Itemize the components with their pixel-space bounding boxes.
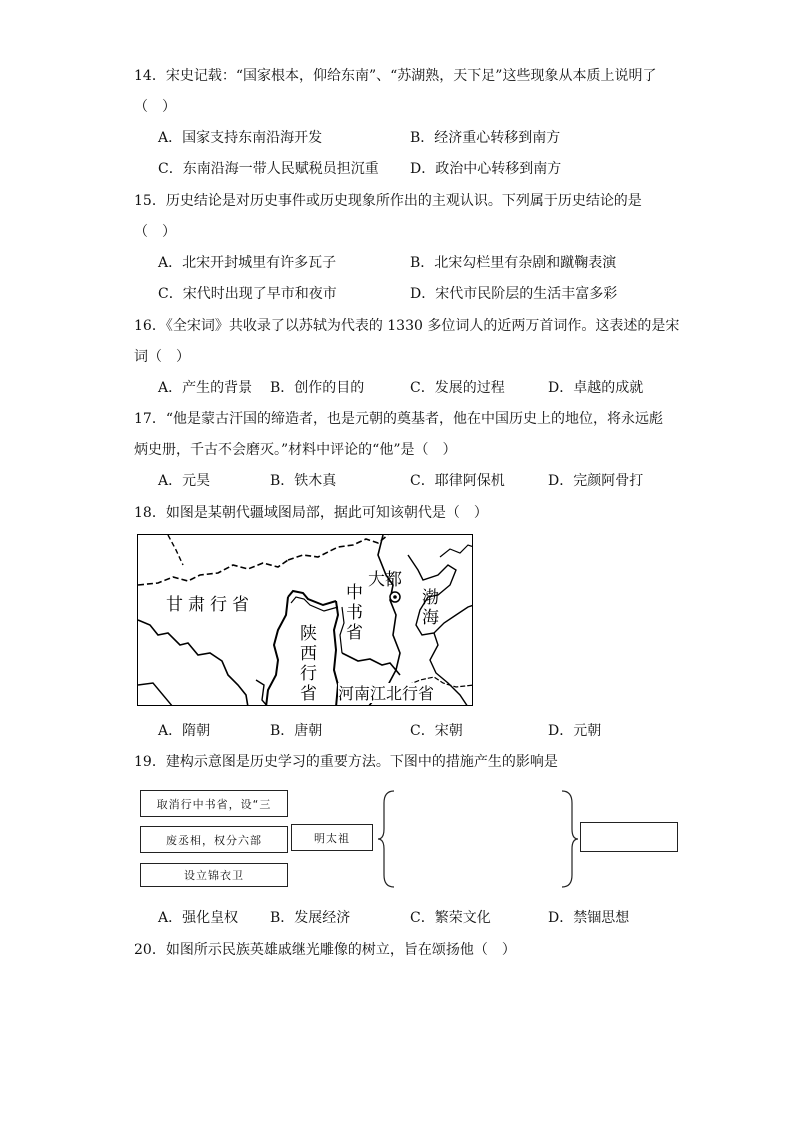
q16-stem-cont: 词（ ） xyxy=(134,349,190,365)
q15-stem-cont: （ ） xyxy=(134,224,176,240)
map-label-shaan: 陕 xyxy=(300,624,317,644)
q18-option-a[interactable]: A．隋朝 xyxy=(158,723,211,739)
q19-stem: 19．建构示意图是历史学习的重要方法。下图中的措施产生的影响是 xyxy=(134,754,558,770)
q18-option-b[interactable]: B．唐朝 xyxy=(270,723,323,739)
result-box xyxy=(580,822,678,852)
q15-option-b[interactable]: B．北宋勾栏里有杂剧和蹴鞠表演 xyxy=(410,255,617,271)
q16-option-c[interactable]: C．发展的过程 xyxy=(410,380,505,396)
q19-option-d[interactable]: D．禁锢思想 xyxy=(548,910,630,926)
q15-stem: 15．历史结论是对历史事件或历史现象所作出的主观认识。下列属于历史结论的是 xyxy=(134,193,642,209)
map-label-dadu: 大都 xyxy=(368,570,402,590)
map-label-hai: 海 xyxy=(422,608,439,628)
q19-option-a[interactable]: A．强化皇权 xyxy=(158,910,239,926)
map-label-sheng2: 省 xyxy=(300,684,317,704)
q15-option-a[interactable]: A．北宋开封城里有许多瓦子 xyxy=(158,255,337,271)
q16-option-b[interactable]: B．创作的目的 xyxy=(270,380,365,396)
map-label-gansu: 甘肃行省 xyxy=(166,595,254,615)
q17-stem: 17．“他是蒙古汗国的缔造者，也是元朝的奠基者，他在中国历史上的地位，将永远彪 xyxy=(134,411,663,427)
q17-option-d[interactable]: D．完颜阿骨打 xyxy=(548,473,644,489)
map-label-henan: 河南江北行省 xyxy=(338,684,435,703)
map-label-sheng: 省 xyxy=(346,623,363,643)
map-label-xing: 行 xyxy=(300,664,317,684)
measure-box-3: 设立锦衣卫 xyxy=(140,863,288,887)
q19-option-c[interactable]: C．繁荣文化 xyxy=(410,910,491,926)
q18-option-d[interactable]: D．元朝 xyxy=(548,723,602,739)
q17-option-a[interactable]: A．元昊 xyxy=(158,473,211,489)
emperor-box: 明太祖 xyxy=(291,824,373,851)
q14-option-a[interactable]: A．国家支持东南沿海开发 xyxy=(158,130,323,146)
map-label-zhong: 中 xyxy=(346,583,363,603)
q20-stem: 20．如图所示民族英雄戚继光雕像的树立，旨在颂扬他（ ） xyxy=(134,942,516,958)
map-label-shu: 书 xyxy=(346,603,363,623)
measure-box-2: 废丞相，权分六部 xyxy=(140,826,288,853)
q17-option-c[interactable]: C．耶律阿保机 xyxy=(410,473,505,489)
q18-stem: 18．如图是某朝代疆域图局部，据此可知该朝代是（ ） xyxy=(134,505,488,521)
q17-option-b[interactable]: B．铁木真 xyxy=(270,473,337,489)
measure-box-1: 取消行中书省，设“三 xyxy=(140,790,288,817)
q18-option-c[interactable]: C．宋朝 xyxy=(410,723,463,739)
q15-option-c[interactable]: C．宋代时出现了早市和夜市 xyxy=(158,286,337,302)
q15-option-d[interactable]: D．宋代市民阶层的生活丰富多彩 xyxy=(410,286,618,302)
q16-stem: 16．《全宋词》共收录了以苏轼为代表的 1330 多位词人的近两万首词作。这表述的是宋 xyxy=(134,318,680,334)
q16-option-d[interactable]: D．卓越的成就 xyxy=(548,380,644,396)
q14-option-d[interactable]: D．政治中心转移到南方 xyxy=(410,161,562,177)
map-label-xi: 西 xyxy=(300,644,317,664)
right-brace xyxy=(558,789,580,889)
q14-option-c[interactable]: C．东南沿海一带人民赋税员担沉重 xyxy=(158,161,379,177)
q14-stem: 14．宋史记载：“国家根本，仰给东南”、“苏湖熟，天下足”这些现象从本质上说明了 xyxy=(134,68,657,84)
q14-stem-cont: （ ） xyxy=(134,99,176,115)
map-label-bo: 渤 xyxy=(422,588,439,608)
yuan-territory-map xyxy=(137,534,473,706)
q16-option-a[interactable]: A．产生的背景 xyxy=(158,380,253,396)
q19-option-b[interactable]: B．发展经济 xyxy=(270,910,351,926)
q17-stem-cont: 炳史册，千古不会磨灭。”材料中评论的“他”是（ ） xyxy=(134,442,457,458)
q14-option-b[interactable]: B．经济重心转移到南方 xyxy=(410,130,561,146)
left-brace xyxy=(376,789,398,889)
